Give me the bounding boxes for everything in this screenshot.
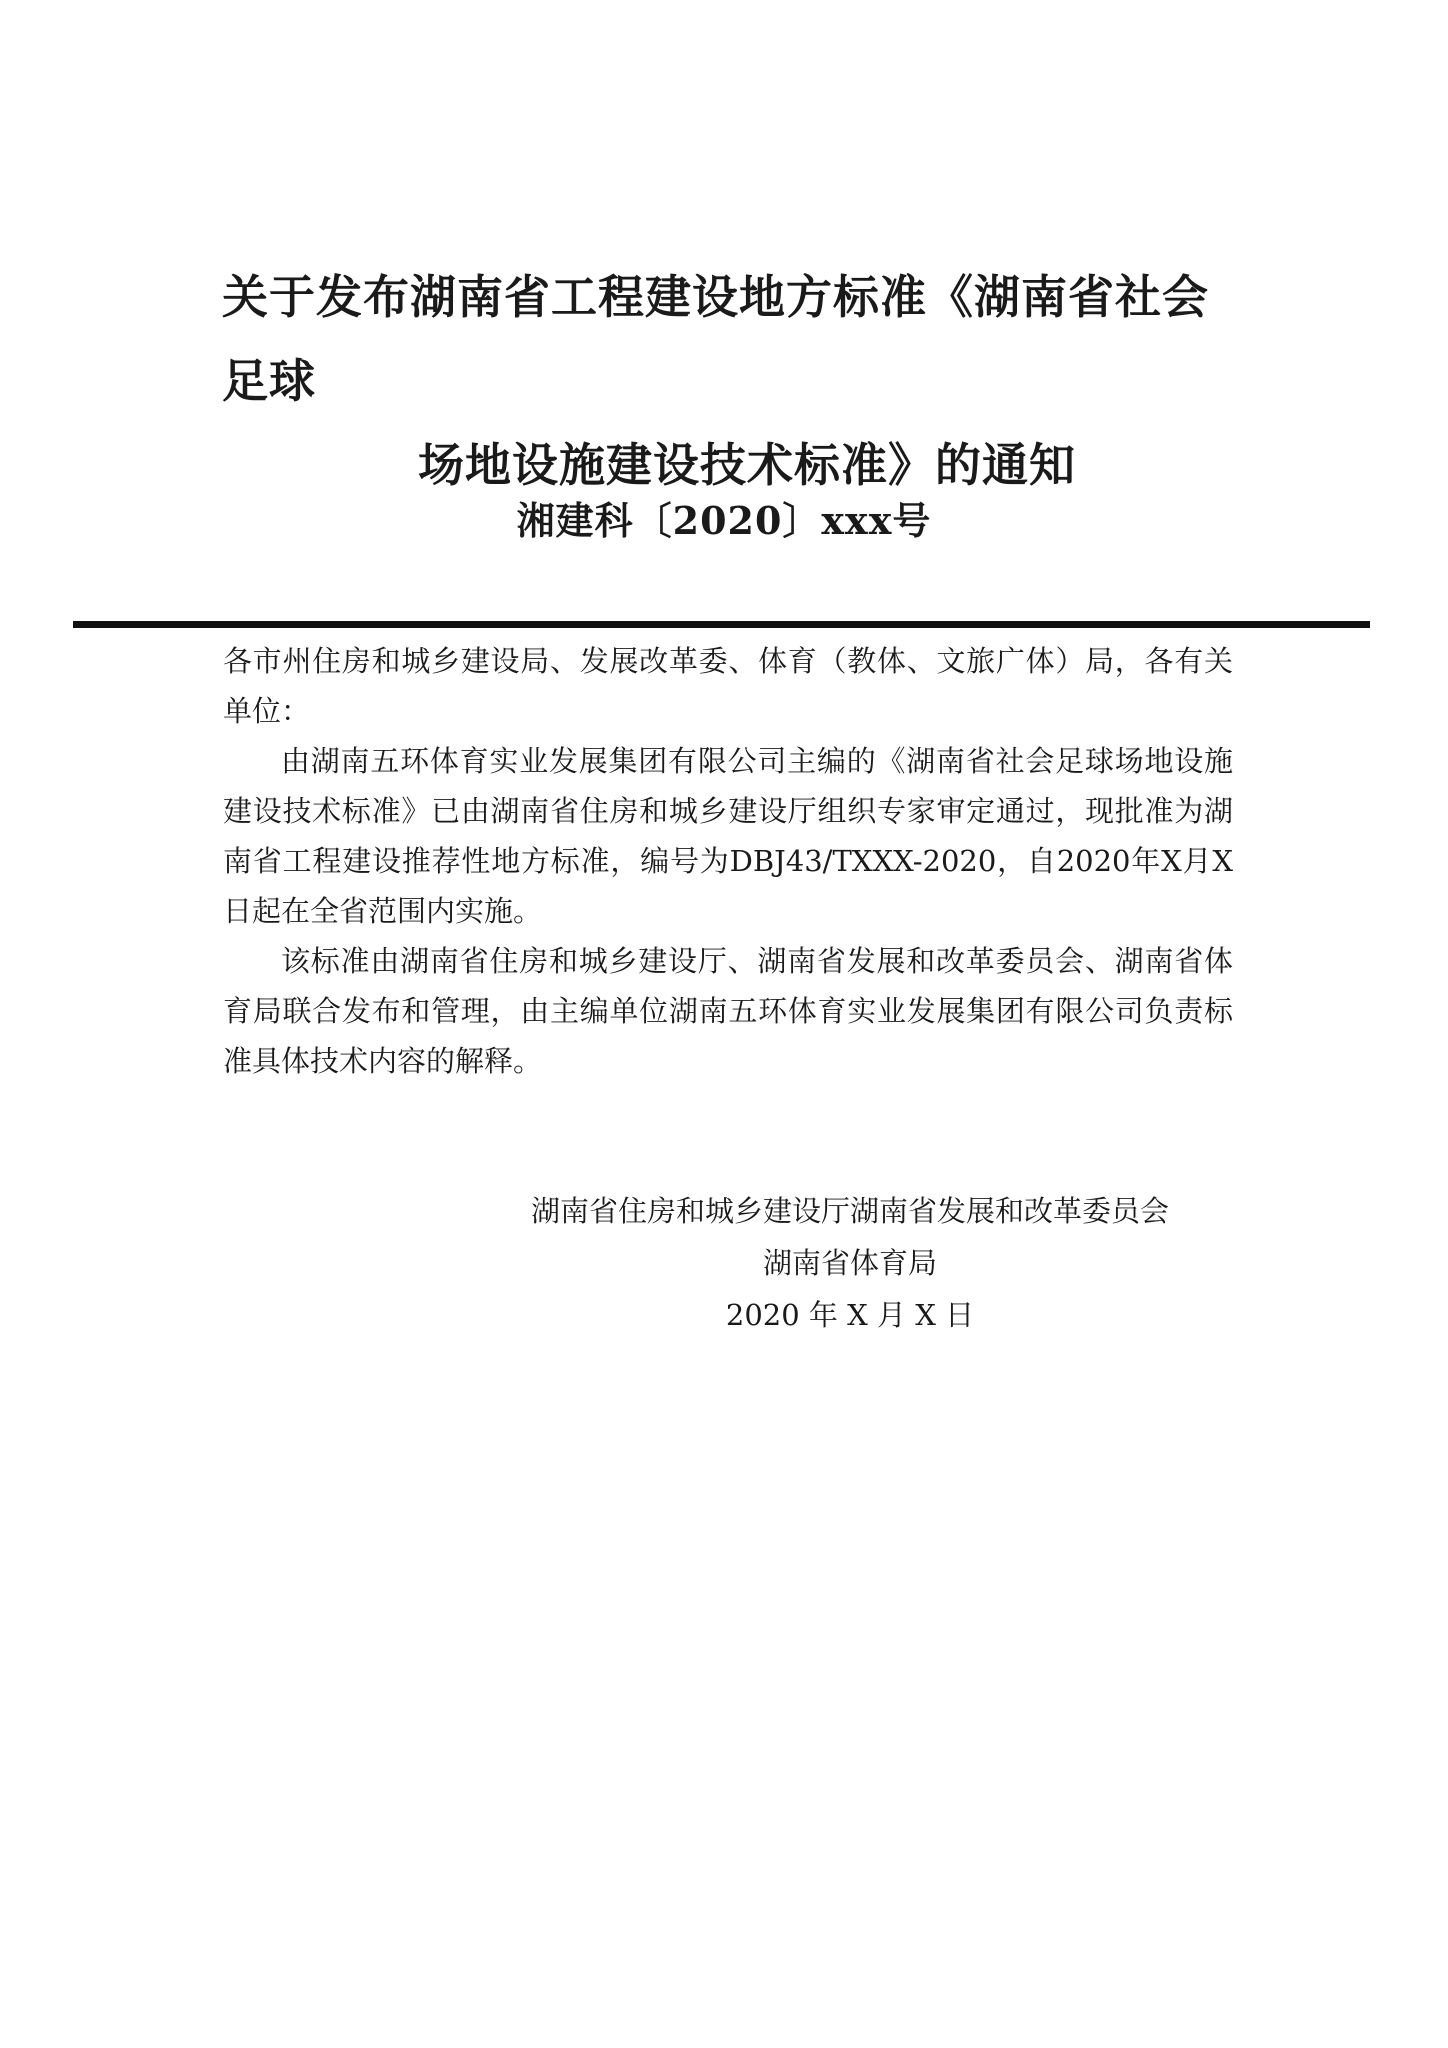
paragraph-2: 该标准由湖南省住房和城乡建设厅、湖南省发展和改革委员会、湖南省体育局联合发布和管理，由主编单位湖南五环体育实业发展集团有限公司负责标准具体技术内容的解释。 xyxy=(223,944,1233,1078)
document-title xyxy=(200,255,1250,507)
paragraph-1: 由湖南五环体育实业发展集团有限公司主编的《湖南省社会足球场地设施建设技术标准》已由湖南省住房和城乡建设厅组织专家审定通过，现批准为湖南省工程建设推荐性地方标准，编号为DBJ43/TXXX-2020，自2020年X月X日起在全省范围内实施。 xyxy=(223,744,1233,928)
document-body xyxy=(223,636,1233,1086)
addressee: 各市州住房和城乡建设局、发展改革委、体育（教体、文旅广体）局，各有关单位： xyxy=(223,644,1233,728)
signature-issuers: 湖南省住房和城乡建设厅湖南省发展和改革委员会 xyxy=(530,1194,1169,1228)
title-line-2: 场地设施建设技术标准》的通知 xyxy=(418,438,1076,492)
document-number: 湘建科〔2020〕xxx号 xyxy=(516,498,932,543)
signature-issuer-sports: 湖南省体育局 xyxy=(762,1246,937,1280)
signature-block xyxy=(470,1185,1230,1341)
title-line-1: 关于发布湖南省工程建设地方标准《湖南省社会足球 xyxy=(222,270,1209,408)
header-divider xyxy=(73,621,1370,628)
signature-date: 2020 年 X 月 X 日 xyxy=(725,1298,975,1332)
